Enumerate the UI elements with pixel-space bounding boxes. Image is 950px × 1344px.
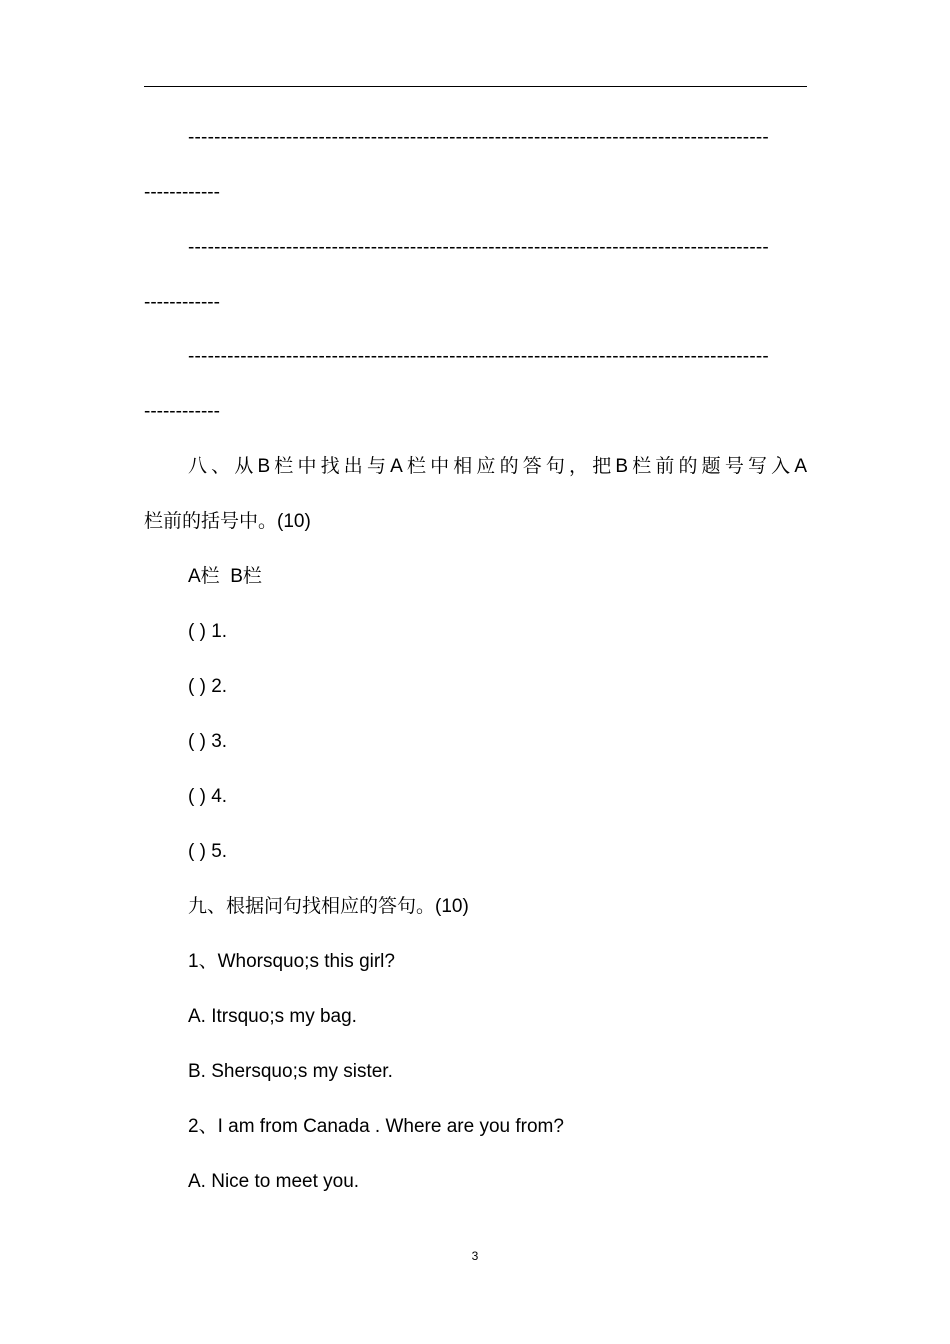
section8-item-5: ( ) 5. (188, 841, 228, 862)
section9-question-2: 2、I am from Canada . Where are you from? (188, 1116, 564, 1137)
answer-dash-line-3: ----------------------------------------------------------------------------------------- (188, 346, 769, 367)
section9-heading: 九、根据问句找相应的答句。(10) (188, 896, 469, 917)
section8-item-4: ( ) 4. (188, 786, 228, 807)
header-rule (144, 86, 807, 87)
section9-q1-option-b: B. Shersquo;s my sister. (188, 1061, 393, 1082)
page-number: 3 (471, 1249, 479, 1263)
section9-question-1: 1、Whorsquo;s this girl? (188, 951, 395, 972)
section8-item-3: ( ) 3. (188, 731, 228, 752)
section8-heading-line1: 八、从B栏中找出与A栏中相应的答句，把B栏前的题号写入A (188, 456, 807, 477)
answer-dash-line-2: ----------------------------------------------------------------------------------------- (188, 237, 769, 258)
section8-columns-label: A栏 B栏 (188, 566, 262, 587)
section8-item-1: ( ) 1. (188, 621, 228, 642)
section8-heading-line2: 栏前的括号中。(10) (144, 511, 311, 532)
answer-dash-line-2-cont: ------------ (144, 292, 220, 313)
answer-dash-line-1-cont: ------------ (144, 182, 220, 203)
answer-dash-line-1: ----------------------------------------------------------------------------------------- (188, 127, 769, 148)
section8-item-2: ( ) 2. (188, 676, 228, 697)
section9-q1-option-a: A. Itrsquo;s my bag. (188, 1006, 357, 1027)
answer-dash-line-3-cont: ------------ (144, 401, 220, 422)
section9-q2-option-a: A. Nice to meet you. (188, 1171, 360, 1192)
